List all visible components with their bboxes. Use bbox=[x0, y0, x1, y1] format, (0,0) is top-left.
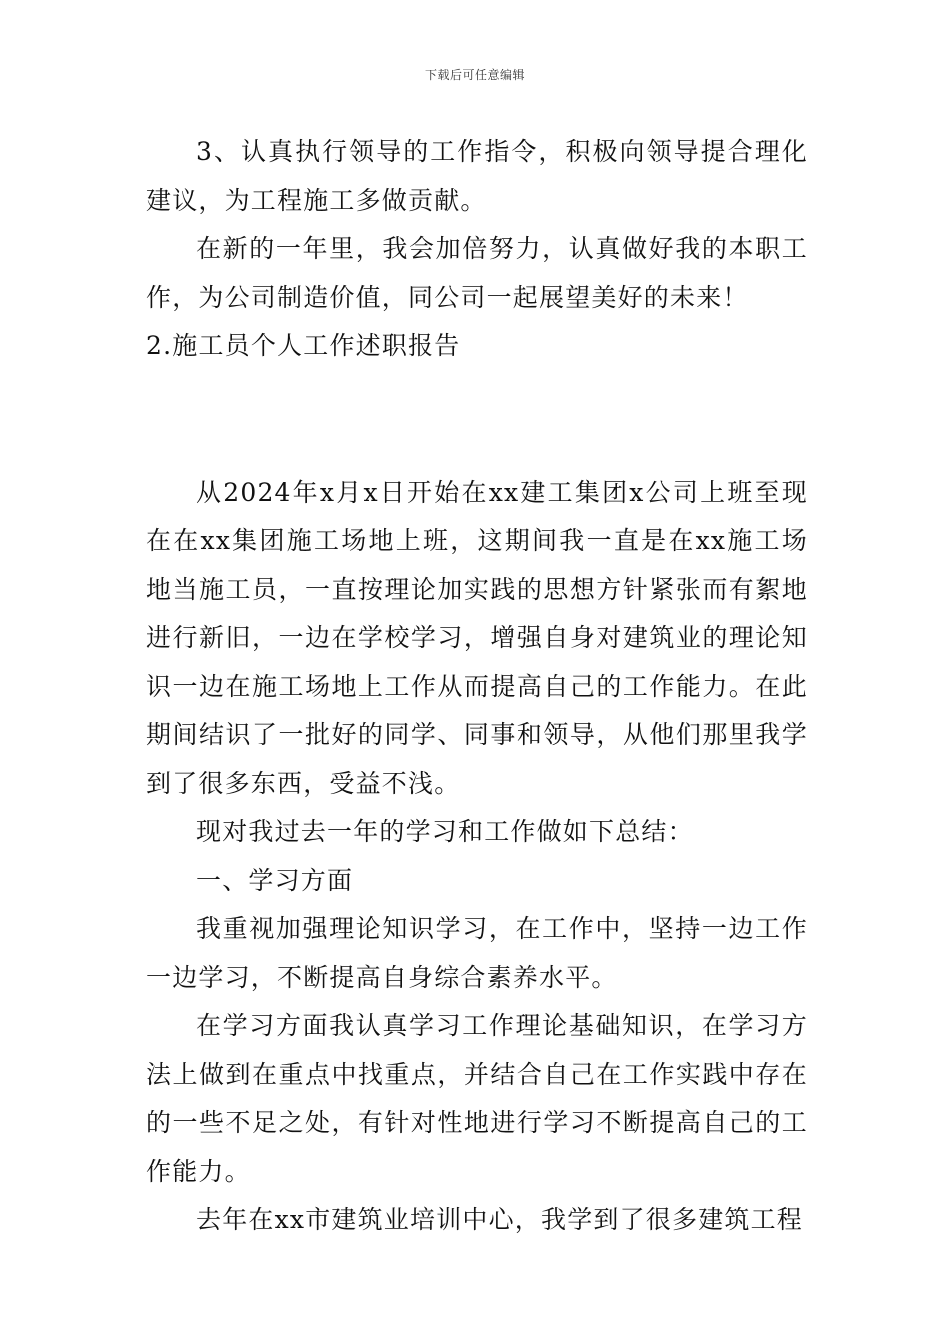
paragraph-new-year: 在新的一年里，我会加倍努力，认真做好我的本职工作，为公司制造价值，同公司一起展望美好的未来！ bbox=[146, 234, 808, 312]
section-heading: 2.施工员个人工作述职报告 bbox=[146, 331, 461, 360]
paragraph-study-1: 我重视加强理论知识学习，在工作中，坚持一边工作一边学习，不断提高自身综合素养水平。 bbox=[146, 914, 808, 992]
paragraph-training: 去年在xx市建筑业培训中心，我学到了很多建筑工程 bbox=[196, 1205, 804, 1234]
page-header: 下载后可任意编辑 bbox=[424, 68, 525, 82]
subheading-study: 一、学习方面 bbox=[196, 865, 354, 895]
paragraph-item-3: 3、认真执行领导的工作指令，积极向领导提合理化建议，为工程施工多做贡献。 bbox=[146, 137, 808, 215]
document-body bbox=[146, 128, 808, 1245]
paragraph-summary-lead: 现对我过去一年的学习和工作做如下总结： bbox=[196, 817, 694, 846]
paragraph-intro: 从2024年x月x日开始在xx建工集团x公司上班至现在在xx集团施工场地上班，这期间我一直是在xx施工场地当施工员，一直按理论加实践的思想方针紧张而有絮地进行新旧，一边在学校学习，增强自身对建筑业的理论知识一边在施工场地上工作从而提高自己的工作能力。在此期间结识了一批好的同学、同事和领导，从他们那里我学到了很多东西，受益不浅。 bbox=[146, 477, 808, 798]
paragraph-study-2: 在学习方面我认真学习工作理论基础知识，在学习方法上做到在重点中找重点，并结合自己在工作实践中存在的一些不足之处，有针对性地进行学习不断提高自己的工作能力。 bbox=[146, 1011, 808, 1186]
blank-gap bbox=[146, 371, 808, 469]
